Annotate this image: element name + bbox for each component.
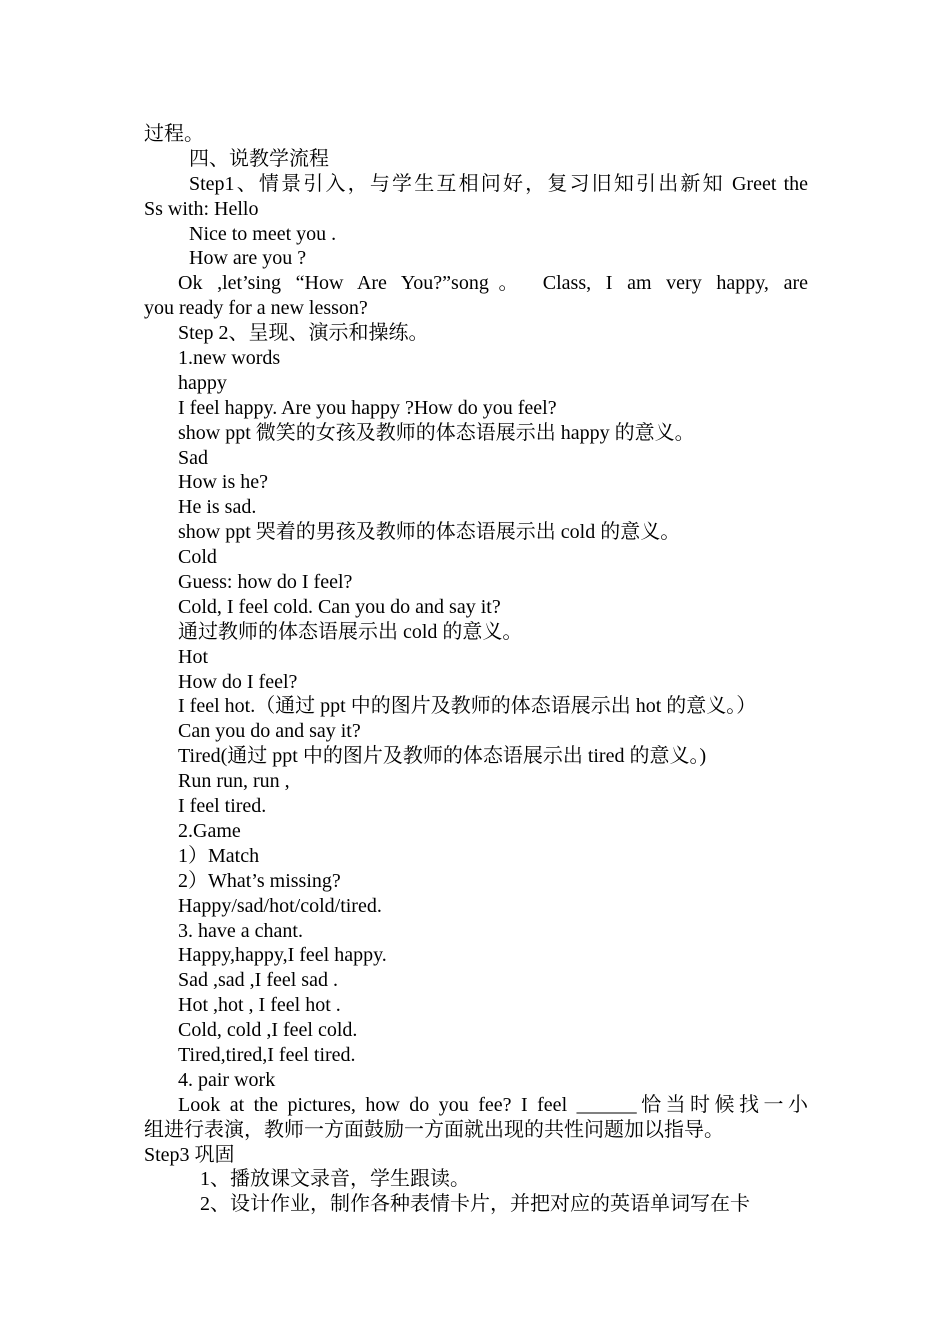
section-heading: 四、说教学流程	[189, 147, 329, 170]
text-line: Sad ,sad ,I feel sad .	[178, 969, 338, 992]
text-line: 2）What’s missing?	[178, 869, 341, 892]
section-heading: Step 2、呈现、演示和操练。	[178, 322, 429, 345]
text-line: I feel hot.（通过 ppt 中的图片及教师的体态语展示出 hot 的意义。）	[178, 695, 757, 718]
text-line: 2.Game	[178, 819, 241, 842]
text-line: you ready for a new lesson?	[144, 297, 368, 320]
text-line: He is sad.	[178, 496, 257, 519]
document-body	[144, 122, 808, 1217]
text-line: 组进行表演，教师一方面鼓励一方面就出现的共性问题加以指导。	[144, 1118, 724, 1141]
text-line: Can you do and say it?	[178, 720, 361, 743]
text-line: Look at the pictures, how do you fee? I feel ______恰当时候找一小	[178, 1093, 808, 1116]
text-line: Hot	[178, 645, 208, 668]
text-line: show ppt 微笑的女孩及教师的体态语展示出 happy 的意义。	[178, 421, 695, 444]
text-line: 1.new words	[178, 347, 281, 370]
text-line: Cold	[178, 546, 217, 569]
text-line: show ppt 哭着的男孩及教师的体态语展示出 cold 的意义。	[178, 521, 681, 544]
text-line: 2、设计作业，制作各种表情卡片，并把对应的英语单词写在卡	[200, 1193, 750, 1216]
text-line: Cold, cold ,I feel cold.	[178, 1019, 358, 1042]
text-line: How are you ?	[189, 247, 307, 270]
text-line: Nice to meet you .	[189, 222, 337, 245]
text-line: How is he?	[178, 471, 268, 494]
text-line: happy	[178, 371, 227, 394]
text-line: I feel tired.	[178, 795, 267, 818]
text-line: 4. pair work	[178, 1068, 276, 1091]
text-line: 3. have a chant.	[178, 919, 303, 942]
text-line: Hot ,hot , I feel hot .	[178, 994, 341, 1017]
text-line: 通过教师的体态语展示出 cold 的意义。	[178, 620, 523, 643]
text-line: 1）Match	[178, 844, 260, 867]
text-line: 过程。	[144, 123, 204, 145]
text-line: How do I feel?	[178, 670, 298, 693]
text-line: I feel happy. Are you happy ?How do you feel?	[178, 396, 557, 419]
text-line: Sad	[178, 446, 208, 469]
text-line: Step1、情景引入，与学生互相问好，复习旧知引出新知 Greet the	[189, 172, 808, 195]
text-line: Tired,tired,I feel tired.	[178, 1043, 356, 1066]
text-line: Cold, I feel cold. Can you do and say it?	[178, 595, 501, 618]
text-line: Ss with: Hello	[144, 197, 259, 220]
text-line: Happy,happy,I feel happy.	[178, 944, 387, 967]
section-heading: Step3 巩固	[144, 1143, 235, 1166]
text-line: Tired(通过 ppt 中的图片及教师的体态语展示出 tired 的意义。)	[178, 745, 707, 768]
text-line: Run run, run ,	[178, 770, 290, 793]
text-line: 1、播放课文录音，学生跟读。	[200, 1168, 470, 1191]
text-line: Ok ,let’sing “How Are You?”song。 Class, I am very happy, are	[178, 272, 808, 295]
text-line: Happy/sad/hot/cold/tired.	[178, 894, 382, 917]
text-line: Guess: how do I feel?	[178, 571, 353, 594]
